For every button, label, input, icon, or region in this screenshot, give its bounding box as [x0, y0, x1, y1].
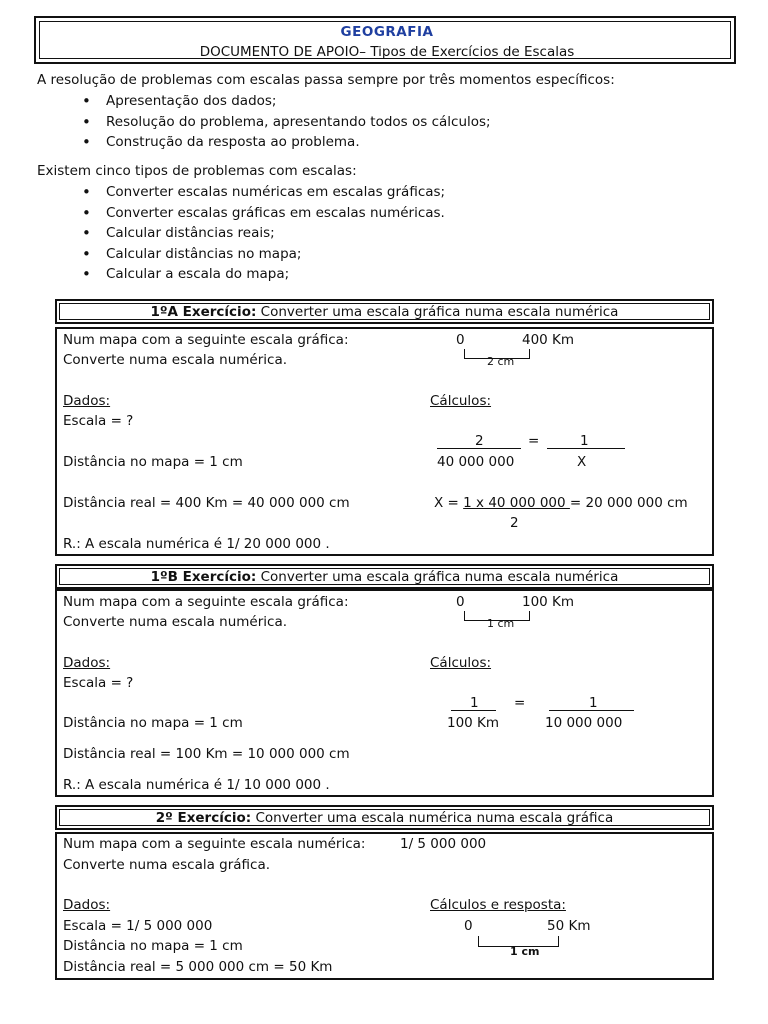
calculos-heading: Cálculos e resposta: [430, 897, 566, 913]
fraction-numerator: 1 [470, 695, 479, 711]
statement-line-2: Converte numa escala gráfica. [63, 857, 271, 873]
x-equation: X = 1 x 40 000 000 = 20 000 000 cm [434, 495, 688, 511]
list-item: • Converter escalas gráficas em escalas numéricas. [78, 203, 445, 224]
scale-end-label: 100 Km [522, 594, 575, 610]
exercise-label: 1ºA Exercício: [150, 304, 257, 320]
dado-escala: Escala = ? [63, 413, 134, 429]
dado-distancia-real: Distância real = 5 000 000 cm = 50 Km [63, 959, 333, 975]
exercise-label: 1ºB Exercício: [150, 569, 257, 585]
fraction-denominator: 40 000 000 [437, 454, 515, 470]
dados-heading: Dados: [63, 897, 111, 913]
scale-zero-label: 0 [456, 332, 465, 348]
scale-unit-label: 1 cm [487, 617, 515, 630]
equals-sign: = [514, 695, 526, 711]
scale-end-label: 50 Km [547, 918, 591, 934]
dado-distancia-mapa: Distância no mapa = 1 cm [63, 938, 243, 954]
fraction-numerator: 1 [589, 695, 598, 711]
statement-line-1: Num mapa com a seguinte escala numérica: [63, 836, 366, 852]
fraction-numerator: 1 [580, 433, 589, 449]
scale-unit-label: 1 cm [510, 945, 540, 958]
x-numerator: 1 x 40 000 000 [463, 495, 570, 511]
exercise-title: Converter uma escala numérica numa escala gráfica [255, 810, 614, 826]
answer: R.: A escala numérica é 1/ 10 000 000 . [63, 777, 330, 793]
dado-distancia-mapa: Distância no mapa = 1 cm [63, 454, 243, 470]
list-item: • Resolução do problema, apresentando todos os cálculos; [78, 112, 491, 133]
list-item: • Construção da resposta ao problema. [78, 132, 491, 153]
calculos-heading: Cálculos: [430, 655, 492, 671]
list-item: • Calcular distâncias no mapa; [78, 244, 445, 265]
list-item: • Calcular distâncias reais; [78, 223, 445, 244]
statement-line-1: Num mapa com a seguinte escala gráfica: [63, 332, 349, 348]
answer: R.: A escala numérica é 1/ 20 000 000 . [63, 536, 330, 552]
dado-distancia-real: Distância real = 100 Km = 10 000 000 cm [63, 746, 350, 762]
list-item: • Apresentação dos dados; [78, 91, 491, 112]
statement-line-2: Converte numa escala numérica. [63, 352, 288, 368]
equals-sign: = [528, 433, 540, 449]
exercise-2-title-bar [55, 805, 714, 830]
statement-line-2: Converte numa escala numérica. [63, 614, 288, 630]
numeric-scale-value: 1/ 5 000 000 [400, 836, 487, 852]
statement-line-1: Num mapa com a seguinte escala gráfica: [63, 594, 349, 610]
fraction-denominator: X [577, 454, 587, 470]
dados-heading: Dados: [63, 393, 111, 409]
calculos-heading: Cálculos: [430, 393, 492, 409]
exercise-title: Converter uma escala gráfica numa escala numérica [260, 304, 619, 320]
x-denominator: 2 [510, 515, 519, 531]
fraction-denominator: 10 000 000 [545, 715, 623, 731]
list-item: • Calcular a escala do mapa; [78, 264, 445, 285]
scale-unit-label: 2 cm [487, 355, 515, 368]
dado-escala: Escala = ? [63, 675, 134, 691]
scale-end-label: 400 Km [522, 332, 575, 348]
document-header [34, 16, 736, 64]
types-list [78, 182, 445, 285]
x-result: = 20 000 000 cm [569, 495, 688, 511]
subject-title: GEOGRAFIA [340, 24, 434, 40]
dado-distancia-mapa: Distância no mapa = 1 cm [63, 715, 243, 731]
exercise-title: Converter uma escala gráfica numa escala numérica [260, 569, 619, 585]
dado-escala: Escala = 1/ 5 000 000 [63, 918, 213, 934]
fraction-numerator: 2 [475, 433, 484, 449]
types-sentence: Existem cinco tipos de problemas com escalas: [37, 163, 357, 179]
document-title: DOCUMENTO DE APOIO– Tipos de Exercícios de Escalas [199, 44, 575, 60]
exercise-1b-title-bar [55, 564, 714, 589]
intro-sentence: A resolução de problemas com escalas passa sempre por três momentos específicos: [37, 72, 615, 88]
exercise-1a-title-bar [55, 299, 714, 324]
dados-heading: Dados: [63, 655, 111, 671]
steps-list [78, 91, 491, 153]
exercise-label: 2º Exercício: [155, 810, 252, 826]
scale-zero-label: 0 [464, 918, 473, 934]
list-item: • Converter escalas numéricas em escalas gráficas; [78, 182, 445, 203]
scale-zero-label: 0 [456, 594, 465, 610]
dado-distancia-real: Distância real = 400 Km = 40 000 000 cm [63, 495, 350, 511]
fraction-denominator: 100 Km [447, 715, 500, 731]
exercise-2-content [55, 832, 714, 980]
